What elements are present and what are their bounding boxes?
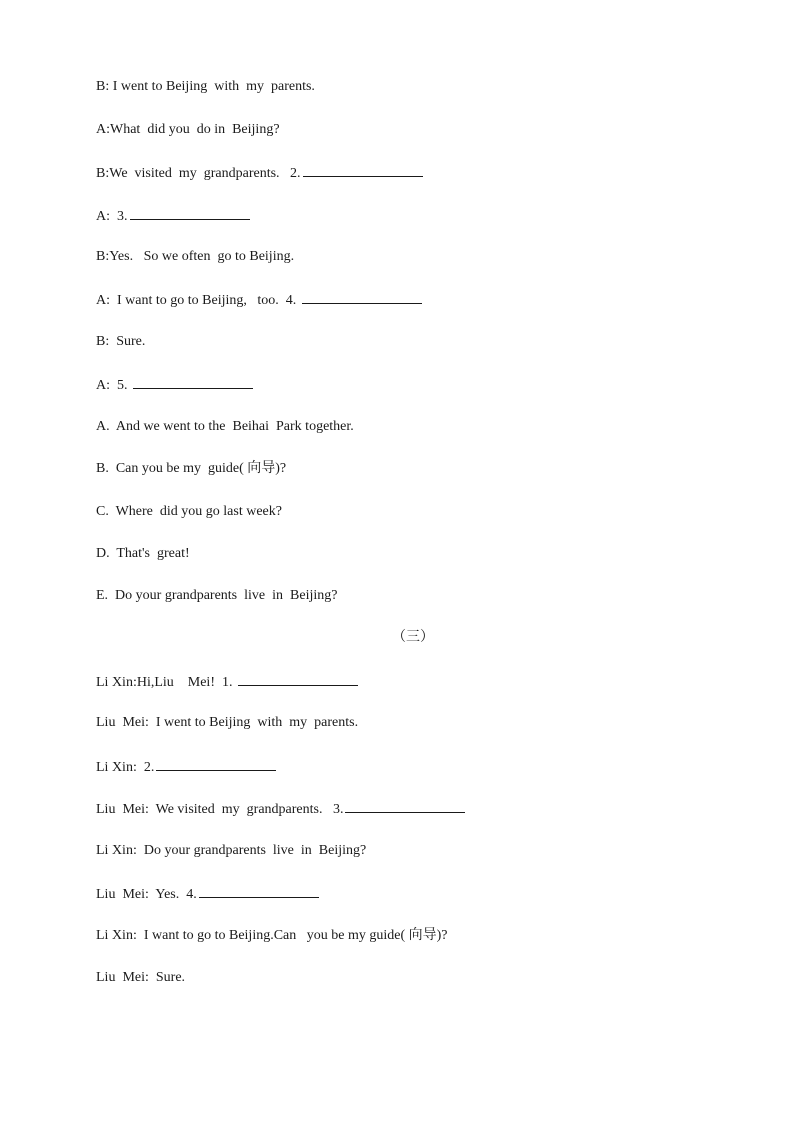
option-text: B. Can you be my guide( 向导)? [96,461,287,476]
dialogue-line [96,79,315,95]
dialogue-line [96,376,253,394]
answer-blank[interactable] [156,758,276,771]
line-text: A: 3. [96,209,128,224]
answer-blank[interactable] [133,376,253,389]
line-text: A:What did you do in Beijing? [96,122,280,137]
answer-blank[interactable] [130,207,250,220]
dialogue-line [96,800,465,818]
dialogue-line [96,249,294,265]
answer-blank[interactable] [345,800,465,813]
dialogue-line [96,970,185,986]
answer-blank[interactable] [238,673,358,686]
dialogue-line [96,843,366,859]
option-text: E. Do your grandparents live in Beijing? [96,588,338,603]
dialogue-line [96,334,145,350]
option-b [96,461,286,477]
line-text: A: I want to go to Beijing, too. 4. [96,293,300,308]
option-a [96,419,354,435]
line-text: Liu Mei: We visited my grandparents. 3. [96,802,344,817]
dialogue-line [96,291,422,309]
option-d [96,546,190,562]
dialogue-line [96,164,423,182]
line-text: Li Xin: Do your grandparents live in Beijing? [96,843,367,858]
line-text: Liu Mei: Sure. [96,970,186,985]
answer-blank[interactable] [199,885,319,898]
section-heading: （三） [392,630,434,645]
line-text: A: 5. [96,378,131,393]
answer-blank[interactable] [303,164,423,177]
line-text: B:We visited my grandparents. 2. [96,166,301,181]
dialogue-line [96,758,276,776]
dialogue-line [96,715,358,731]
line-text: B: Sure. [96,334,146,349]
option-e [96,588,337,604]
option-text: A. And we went to the Beihai Park together. [96,419,354,434]
option-text: D. That's great! [96,546,190,561]
line-text: Liu Mei: Yes. 4. [96,887,197,902]
line-text: Li Xin: I want to go to Beijing.Can you be my guide( 向导)? [96,928,448,943]
option-c [96,504,282,520]
dialogue-line [96,928,448,944]
dialogue-line [96,673,358,691]
dialogue-line [96,122,280,138]
dialogue-line [96,207,250,225]
line-text: B:Yes. So we often go to Beijing. [96,249,295,264]
answer-blank[interactable] [302,291,422,304]
line-text: Liu Mei: I went to Beijing with my parents. [96,715,359,730]
line-text: Li Xin:Hi,Liu Mei! 1. [96,675,236,690]
line-text: B: I went to Beijing with my parents. [96,79,315,94]
line-text: Li Xin: 2. [96,760,155,775]
option-text: C. Where did you go last week? [96,504,282,519]
dialogue-line [96,885,319,903]
